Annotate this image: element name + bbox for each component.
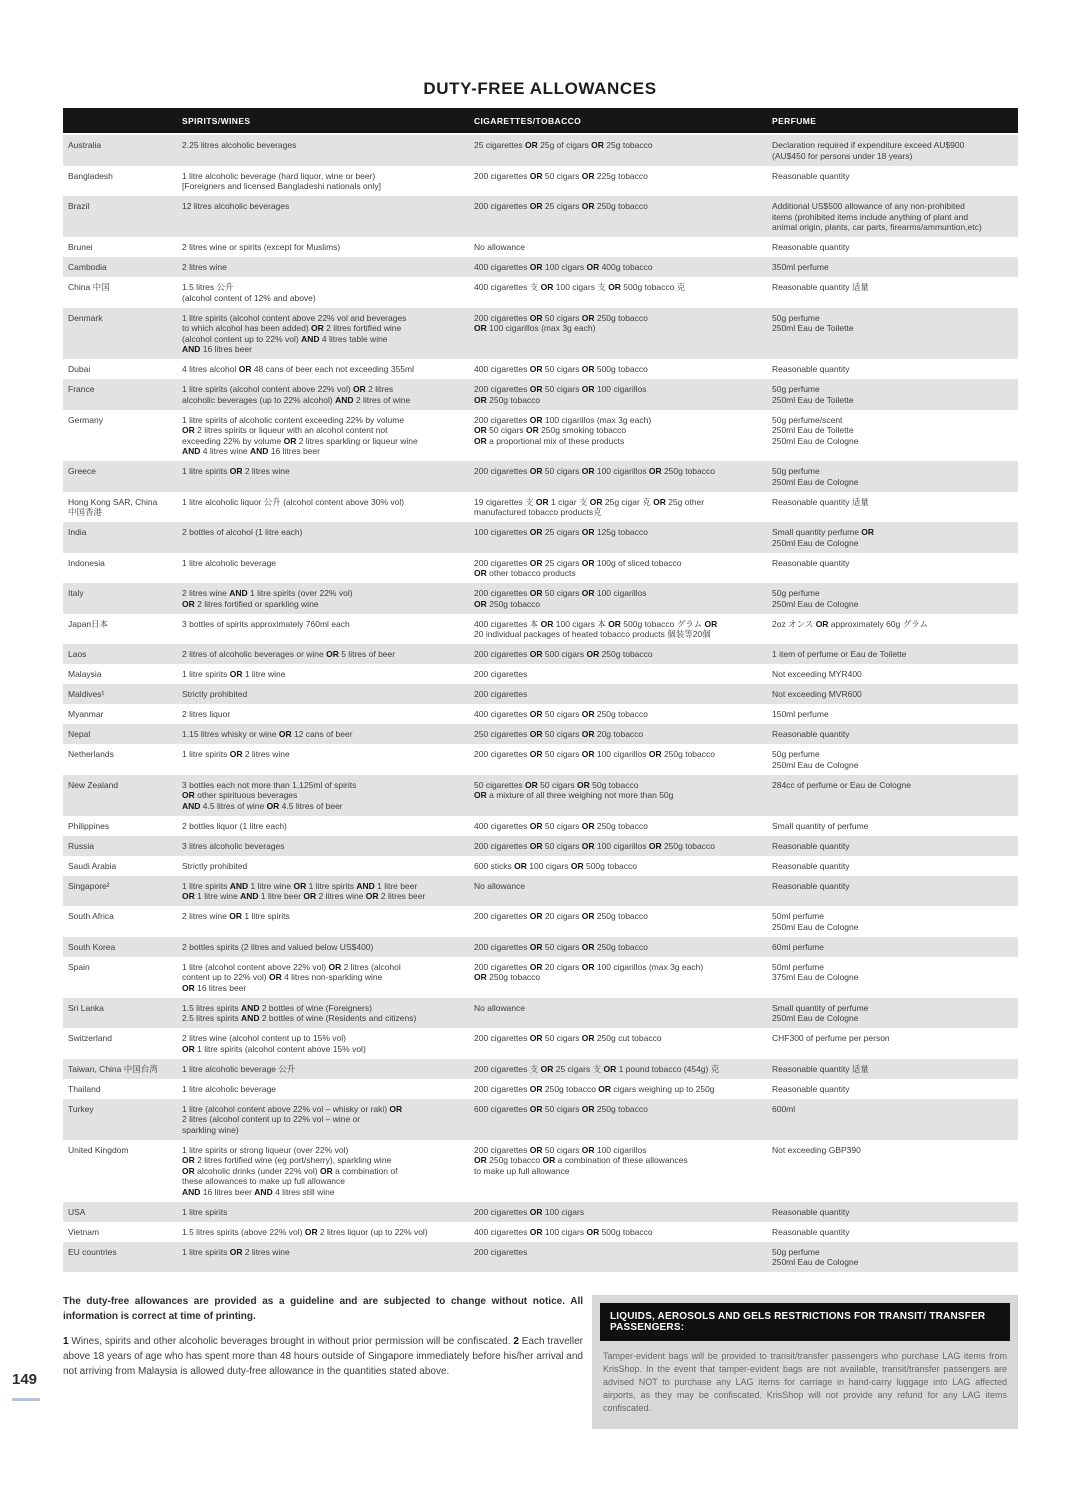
tobacco-cell: 200 cigarettes OR 50 cigars OR 100 cigarillos OR 250g tobacco — [474, 588, 647, 609]
country-cell: Germany — [68, 414, 103, 425]
table-row — [63, 1099, 1018, 1140]
spirits-cell: Strictly prohibited — [182, 689, 248, 699]
tobacco-cell: 600 cigarettes OR 50 cigars OR 250g tobacco — [474, 1103, 648, 1114]
perfume-cell: 50g perfume/scent 250ml Eau de Toilette 250ml Eau de Cologne — [772, 414, 859, 446]
spirits-cell: 1.15 litres whisky or wine OR 12 cans of beer — [182, 729, 353, 739]
country-cell: Russia — [68, 840, 94, 851]
country-cell: India — [68, 527, 87, 537]
tobacco-cell: 400 cigarettes OR 100 cigars OR 400g tobacco — [474, 262, 653, 272]
spirits-cell: 1 litre alcoholic beverage 公升 — [182, 1063, 296, 1074]
tobacco-cell: 100 cigarettes OR 25 cigars OR 125g tobacco — [474, 527, 648, 537]
page-title: DUTY-FREE ALLOWANCES — [423, 79, 657, 98]
tobacco-cell: 200 cigarettes OR 50 cigars OR 100 cigarillos OR 250g tobacco — [474, 749, 715, 759]
tobacco-cell: 25 cigarettes OR 25g of cigars OR 25g tobacco — [474, 140, 653, 150]
spirits-cell: 1 litre spirits (alcohol content above 22% vol and beverages to which alcohol has been added) OR 2 litres fortified wine (alcohol content up to 22% vol) AND 4 litres table wine AND 16 litres beer — [182, 312, 407, 354]
table-row — [63, 816, 1018, 836]
spirits-cell: 1 litre spirits AND 1 litre wine OR 1 litre spirits AND 1 litre beer OR 1 litre wine AND 1 litre beer OR 2 litres wine OR 2 litres beer — [182, 880, 426, 901]
country-cell: Malaysia — [68, 669, 102, 679]
spirits-cell: 1 litre alcoholic liquor 公升 (alcohol content above 30% vol) — [182, 496, 405, 507]
spirits-cell: 2 litres wine (alcohol content up to 15% vol) OR 1 litre spirits (alcohol content above 15% vol) — [182, 1033, 366, 1054]
tobacco-cell: 19 cigarettes 支 OR 1 cigar 支 OR 25g cigar 克 OR 25g other manufactured tobacco products克 — [474, 496, 705, 517]
tobacco-cell: 200 cigarettes — [474, 689, 528, 699]
country-cell: France — [68, 384, 95, 394]
tobacco-cell: 200 cigarettes OR 50 cigars OR 100 cigarillos OR 250g tobacco — [474, 466, 715, 476]
table-row — [63, 1059, 1018, 1079]
country-cell: Philippines — [68, 820, 110, 831]
tobacco-cell: 200 cigarettes OR 50 cigars OR 100 cigarillos OR 250g tobacco OR a combination of these allowances to make up full allowance — [474, 1144, 688, 1176]
spirits-cell: 1 litre (alcohol content above 22% vol) OR 2 litres (alcohol content up to 22% vol) OR 4 litres non-sparkling wine OR 16 litres beer — [182, 961, 401, 993]
perfume-cell: Small quantity perfume OR 250ml Eau de Cologne — [772, 527, 875, 548]
lag-restrictions-panel — [592, 1295, 1018, 1429]
table-row — [63, 614, 1018, 645]
tobacco-cell: 400 cigarettes 支 OR 100 cigars 支 OR 500g tobacco 克 — [474, 282, 686, 292]
page-footer — [63, 1295, 1018, 1429]
table-row — [63, 836, 1018, 856]
table-row — [63, 856, 1018, 876]
footnote-2: 2 Each traveller above 18 years of age who has spent more than 48 hours outside of Singapore immediately before his/her arrival and not arriving from Malaysia is allowed duty-free allowance in the quantities stated above. — [63, 1336, 583, 1377]
tobacco-cell: 400 cigarettes OR 50 cigars OR 250g tobacco — [474, 709, 648, 719]
spirits-cell: 1 litre spirits OR 2 litres wine — [182, 749, 290, 759]
perfume-cell: Reasonable quantity — [772, 840, 850, 851]
table-row — [63, 461, 1018, 492]
perfume-cell: Reasonable quantity — [772, 170, 850, 181]
page-number-underline — [12, 1398, 40, 1401]
country-cell: Singapore² — [68, 880, 110, 891]
spirits-cell: 1.5 litres spirits (above 22% vol) OR 2 litres liquor (up to 22% vol) — [182, 1226, 428, 1237]
tobacco-cell: No allowance — [474, 1002, 526, 1013]
tobacco-cell: 200 cigarettes — [474, 1246, 528, 1257]
country-cell: USA — [68, 1206, 86, 1217]
table-row — [63, 166, 1018, 197]
perfume-cell: Reasonable quantity — [772, 242, 850, 252]
header-cigarettes-tobacco: CIGARETTES/TOBACCO — [474, 115, 582, 126]
perfume-cell: Reasonable quantity — [772, 729, 850, 739]
footnote-1: 1 Wines, spirits and other alcoholic beverages brought in without prior permission will be confiscated. — [63, 1336, 514, 1347]
perfume-cell: 1 item of perfume or Eau de Toilette — [772, 649, 907, 659]
footnotes — [63, 1334, 583, 1379]
tobacco-cell: 50 cigarettes OR 50 cigars OR 50g tobacco OR a mixture of all three weighing not more than 50g — [474, 779, 674, 800]
perfume-cell: Declaration required if expenditure exceed AU$900 (AU$450 for persons under 18 years) — [772, 140, 965, 161]
spirits-cell: 2 bottles spirits (2 litres and valued below US$400) — [182, 941, 374, 952]
table-row — [63, 1222, 1018, 1242]
tobacco-cell: 200 cigarettes OR 500 cigars OR 250g tobacco — [474, 649, 653, 659]
table-row — [63, 237, 1018, 257]
country-cell: New Zealand — [68, 779, 119, 790]
spirits-cell: 2 bottles liquor (1 litre each) — [182, 820, 287, 831]
country-cell: Netherlands — [68, 749, 114, 759]
tobacco-cell: 200 cigarettes 支 OR 25 cigars 支 OR 1 pound tobacco (454g) 克 — [474, 1063, 720, 1074]
tobacco-cell: 200 cigarettes OR 250g tobacco OR cigars weighing up to 250g — [474, 1083, 715, 1094]
country-cell: EU countries — [68, 1246, 117, 1257]
tobacco-cell: 250 cigarettes OR 50 cigars OR 20g tobacco — [474, 729, 644, 739]
table-row — [63, 876, 1018, 907]
perfume-cell: 50ml perfume 250ml Eau de Cologne — [772, 911, 859, 932]
spirits-cell: 2 litres wine OR 1 litre spirits — [182, 911, 290, 921]
spirits-cell: 1.5 litres spirits AND 2 bottles of wine (Foreigners) 2.5 litres spirits AND 2 bottles of wine (Residents and citizens) — [182, 1002, 417, 1023]
table-row — [63, 957, 1018, 998]
spirits-cell: 4 litres alcohol OR 48 cans of beer each not exceeding 355ml — [182, 364, 415, 374]
perfume-cell: 50g perfume 250ml Eau de Cologne — [772, 588, 859, 609]
table-row — [63, 308, 1018, 360]
table-row — [63, 1079, 1018, 1099]
spirits-cell: 3 litres alcoholic beverages — [182, 840, 285, 851]
country-cell: South Africa — [68, 911, 114, 921]
perfume-cell: Not exceeding GBP390 — [772, 1144, 861, 1155]
table-row — [63, 1140, 1018, 1202]
perfume-cell: 284cc of perfume or Eau de Cologne — [772, 779, 911, 790]
table-row — [63, 664, 1018, 684]
perfume-cell: Reasonable quantity — [772, 880, 850, 891]
tobacco-cell: No allowance — [474, 242, 526, 252]
tobacco-cell: 600 sticks OR 100 cigars OR 500g tobacco — [474, 860, 638, 871]
perfume-cell: Reasonable quantity 适量 — [772, 496, 869, 507]
perfume-cell: Reasonable quantity 适量 — [772, 1063, 869, 1074]
spirits-cell: 2 litres of alcoholic beverages or wine OR 5 litres of beer — [182, 649, 396, 659]
table-row — [63, 410, 1018, 462]
spirits-cell: 1 litre spirits — [182, 1206, 228, 1217]
tobacco-cell: 200 cigarettes OR 50 cigars OR 250g tobacco OR 100 cigarillos (max 3g each) — [474, 312, 648, 333]
country-cell: United Kingdom — [68, 1144, 129, 1155]
table-row — [63, 1242, 1018, 1273]
tobacco-cell: 200 cigarettes OR 25 cigars OR 100g of sliced tobacco OR other tobacco products — [474, 557, 682, 578]
perfume-cell: Reasonable quantity — [772, 557, 850, 568]
spirits-cell: 1 litre (alcohol content above 22% vol – whisky or raki) OR 2 litres (alcohol content up to 22% vol – wine or sparkling wine) — [182, 1103, 403, 1135]
country-cell: Switzerland — [68, 1033, 112, 1043]
spirits-cell: Strictly prohibited — [182, 860, 248, 871]
perfume-cell: Reasonable quantity — [772, 1226, 850, 1237]
country-cell: Australia — [68, 140, 102, 150]
table-row — [63, 135, 1018, 166]
country-cell: Brazil — [68, 201, 90, 211]
perfume-cell: Not exceeding MYR400 — [772, 669, 862, 679]
country-cell: Vietnam — [68, 1226, 100, 1237]
country-cell: Saudi Arabia — [68, 860, 117, 871]
perfume-cell: Small quantity of perfume — [772, 820, 869, 831]
tobacco-cell: 400 cigarettes OR 100 cigars OR 500g tobacco — [474, 1226, 653, 1237]
tobacco-cell: 200 cigarettes OR 50 cigars OR 250g tobacco — [474, 941, 648, 952]
spirits-cell: 1 litre alcoholic beverage (hard liquor, wine or beer) [Foreigners and licensed Bangladeshi nationals only] — [182, 170, 381, 191]
country-cell: China 中国 — [68, 282, 110, 292]
table-header-row — [63, 108, 1018, 133]
spirits-cell: 2 litres wine — [182, 262, 227, 272]
perfume-cell: Reasonable quantity — [772, 364, 850, 374]
perfume-cell: 350ml perfume — [772, 262, 829, 272]
country-cell: Denmark — [68, 312, 103, 323]
perfume-cell: Reasonable quantity — [772, 1083, 850, 1094]
country-cell: Turkey — [68, 1103, 94, 1114]
table-row — [63, 704, 1018, 724]
spirits-cell: 12 litres alcoholic beverages — [182, 201, 290, 211]
perfume-cell: Not exceeding MVR600 — [772, 689, 862, 699]
table-row — [63, 522, 1018, 553]
tobacco-cell: 400 cigarettes OR 50 cigars OR 500g tobacco — [474, 364, 648, 374]
spirits-cell: 1 litre spirits or strong liqueur (over 22% vol) OR 2 litres fortified wine (eg port/sherry), sparkling wine OR alcoholic drinks (under 22% vol) OR a combination of these allowances to make up full allowance AND 16 litres beer AND 4 litres still wine — [182, 1144, 398, 1197]
spirits-cell: 1 litre alcoholic beverage — [182, 557, 277, 568]
tobacco-cell: 200 cigarettes OR 100 cigars — [474, 1206, 585, 1217]
tobacco-cell: 200 cigarettes OR 25 cigars OR 250g tobacco — [474, 201, 648, 211]
spirits-cell: 3 bottles of spirits approximately 760ml each — [182, 618, 350, 629]
country-cell: Indonesia — [68, 557, 105, 568]
country-cell: Dubai — [68, 364, 91, 374]
tobacco-cell: 200 cigarettes — [474, 669, 528, 679]
table-row — [63, 196, 1018, 237]
perfume-cell: 50g perfume 250ml Eau de Cologne — [772, 749, 859, 770]
perfume-cell: Reasonable quantity — [772, 860, 850, 871]
country-cell: Taiwan, China 中国台湾 — [68, 1063, 158, 1074]
perfume-cell: 50g perfume 250ml Eau de Toilette — [772, 384, 854, 405]
table-row — [63, 644, 1018, 664]
country-cell: Cambodia — [68, 262, 107, 272]
tobacco-cell: 200 cigarettes OR 20 cigars OR 250g tobacco — [474, 911, 648, 921]
tobacco-cell: 200 cigarettes OR 50 cigars OR 225g tobacco — [474, 170, 648, 181]
lag-panel-body: Tamper-evident bags will be provided to transit/transfer passengers who purchase LAG items from KrisShop. In the event that tamper-evident bags are not available, transit/transfer passengers are advised NOT to purchase any LAG items for carriage in hand-carry luggage into LAG affected airports, as they may be confiscated. KrisShop will not provide any refund for any LAG items confiscated. — [603, 1351, 1007, 1413]
spirits-cell: 1 litre spirits OR 2 litres wine — [182, 466, 290, 476]
table-row — [63, 359, 1018, 379]
country-cell: Thailand — [68, 1083, 101, 1094]
spirits-cell: 2.25 litres alcoholic beverages — [182, 140, 297, 150]
country-cell: Japan日本 — [68, 618, 109, 629]
spirits-cell: 3 bottles each not more than 1,125ml of spirits OR other spirituous beverages AND 4.5 litres of wine OR 4.5 litres of beer — [182, 779, 357, 811]
tobacco-cell: 400 cigarettes 本 OR 100 cigars 本 OR 500g tobacco グラム OR 20 individual packages of heated tobacco products 個装等20個 — [474, 618, 718, 639]
spirits-cell: 1 litre spirits OR 2 litres wine — [182, 1246, 290, 1257]
table-row — [63, 998, 1018, 1029]
table-row — [63, 744, 1018, 775]
tobacco-cell: No allowance — [474, 880, 526, 891]
duty-free-table — [63, 108, 1018, 1272]
perfume-cell: 50ml perfume 375ml Eau de Cologne — [772, 961, 859, 982]
country-cell: Laos — [68, 649, 87, 659]
table-row — [63, 775, 1018, 816]
spirits-cell: 2 litres wine AND 1 litre spirits (over 22% vol) OR 2 litres fortified or sparkling wine — [182, 588, 353, 609]
country-cell: Nepal — [68, 729, 91, 739]
perfume-cell: 50g perfume 250ml Eau de Cologne — [772, 466, 859, 487]
spirits-cell: 1 litre spirits (alcohol content above 22% vol) OR 2 litres alcoholic beverages (up to 22% alcohol) AND 2 litres of wine — [182, 384, 411, 405]
country-cell: South Korea — [68, 941, 116, 952]
table-row — [63, 724, 1018, 744]
tobacco-cell: 200 cigarettes OR 50 cigars OR 100 cigarillos OR 250g tobacco — [474, 384, 647, 405]
tobacco-cell: 400 cigarettes OR 50 cigars OR 250g tobacco — [474, 820, 648, 831]
perfume-cell: Reasonable quantity 适量 — [772, 282, 869, 292]
tobacco-cell: 200 cigarettes OR 50 cigars OR 100 cigarillos OR 250g tobacco — [474, 840, 715, 851]
country-cell: Spain — [68, 961, 90, 972]
perfume-cell: CHF300 of perfume per person — [772, 1033, 890, 1043]
country-cell: Bangladesh — [68, 170, 113, 181]
table-row — [63, 257, 1018, 277]
tobacco-cell: 200 cigarettes OR 20 cigars OR 100 cigarillos (max 3g each) OR 250g tobacco — [474, 961, 704, 982]
table-row — [63, 906, 1018, 937]
spirits-cell: 2 bottles of alcohol (1 litre each) — [182, 527, 303, 537]
table-row — [63, 684, 1018, 704]
table-row — [63, 492, 1018, 523]
perfume-cell: Additional US$500 allowance of any non-prohibited items (prohibited items include anything of plant and animal origin, plants, car parts, firearms/ammuntion,etc) — [772, 201, 982, 232]
header-spirits-wines: SPIRITS/WINES — [182, 115, 251, 126]
perfume-cell: 150ml perfume — [772, 709, 829, 719]
table-body — [63, 135, 1018, 1272]
table-row — [63, 937, 1018, 957]
perfume-cell: Reasonable quantity — [772, 1206, 850, 1217]
footer-notes-block — [63, 1295, 583, 1429]
table-row — [63, 553, 1018, 584]
table-row — [63, 277, 1018, 308]
perfume-cell: 50g perfume 250ml Eau de Toilette — [772, 312, 854, 333]
header-perfume: PERFUME — [772, 115, 817, 126]
page-number: 149 — [12, 1371, 38, 1388]
table-row — [63, 583, 1018, 614]
lag-panel-title: LIQUIDS, AEROSOLS AND GELS RESTRICTIONS FOR TRANSIT/ TRANSFER PASSENGERS: — [600, 1303, 1010, 1341]
country-cell: Greece — [68, 466, 96, 476]
spirits-cell: 1.5 litres 公升 (alcohol content of 12% and above) — [182, 282, 316, 303]
spirits-cell: 2 litres liquor — [182, 709, 231, 719]
country-cell: Brunei — [68, 242, 93, 252]
perfume-cell: Small quantity of perfume 250ml Eau de Cologne — [772, 1002, 869, 1023]
perfume-cell: 50g perfume 250ml Eau de Cologne — [772, 1246, 859, 1267]
spirits-cell: 1 litre spirits of alcoholic content exceeding 22% by volume OR 2 litres spirits or liqueur with an alcohol content not exceeding 22% by volume OR 2 litres sparkling or liqueur wine AND 4 litres wine AND 16 litres beer — [182, 414, 418, 456]
tobacco-cell: 200 cigarettes OR 50 cigars OR 250g cut tobacco — [474, 1033, 662, 1043]
spirits-cell: 1 litre alcoholic beverage — [182, 1083, 277, 1094]
country-cell: Myanmar — [68, 709, 104, 719]
perfume-cell: 2oz オンス OR approximately 60g グラム — [772, 618, 929, 629]
perfume-cell: 600ml — [772, 1103, 796, 1114]
country-cell: Italy — [68, 588, 84, 598]
table-row — [63, 1028, 1018, 1059]
country-cell: Sri Lanka — [68, 1002, 104, 1013]
country-cell: Maldives¹ — [68, 689, 105, 699]
spirits-cell: 2 litres wine or spirits (except for Muslims) — [182, 242, 341, 252]
table-row — [63, 379, 1018, 410]
spirits-cell: 1 litre spirits OR 1 litre wine — [182, 669, 286, 679]
table-row — [63, 1202, 1018, 1222]
country-cell: Hong Kong SAR, China 中国香港 — [68, 496, 158, 517]
tobacco-cell: 200 cigarettes OR 100 cigarillos (max 3g each) OR 50 cigars OR 250g smoking tobacco OR a proportional mix of these products — [474, 414, 652, 446]
guideline-text: The duty-free allowances are provided as a guideline and are subjected to change without notice. All information is correct at time of printing. — [63, 1296, 583, 1322]
perfume-cell: 60ml perfume — [772, 941, 824, 952]
